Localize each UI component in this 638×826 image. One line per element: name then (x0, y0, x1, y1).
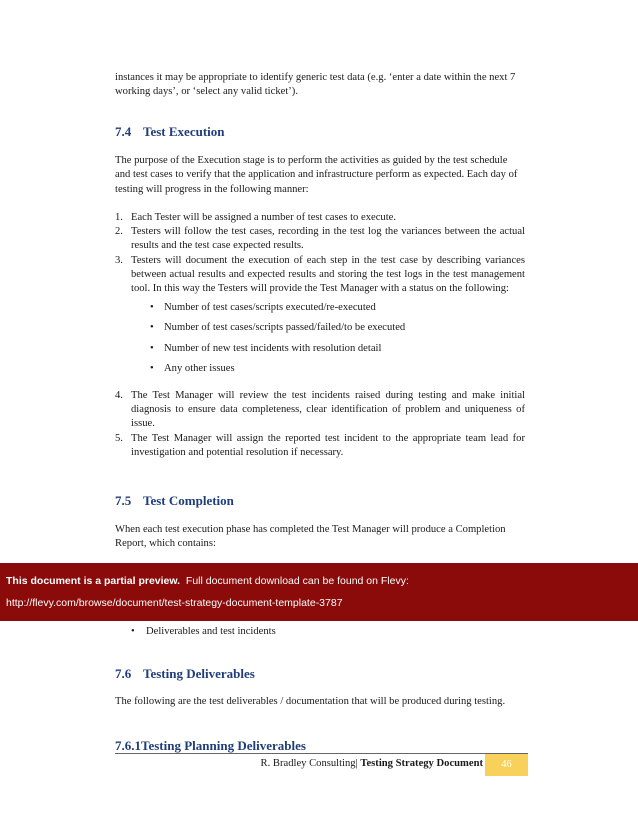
execution-steps-list (115, 211, 525, 460)
intro-paragraph: instances it may be appropriate to identify generic test data (e.g. ‘enter a date within the next 7 working days’, or ‘select any valid ticket’). (115, 72, 516, 98)
bullet-dot-icon: • (131, 626, 135, 637)
list-item (115, 432, 525, 461)
list-item (115, 211, 525, 225)
section-7-6-1 (115, 738, 525, 754)
status-bullet-list (147, 301, 525, 383)
page-number-badge (485, 754, 528, 776)
section-number: 7.4 (115, 124, 132, 139)
list-item (115, 389, 525, 432)
section-title: Test Execution (143, 124, 225, 139)
bullet-item (147, 321, 525, 342)
section-heading (115, 493, 525, 509)
preview-banner (0, 563, 638, 621)
bullet-text: Number of test cases/scripts passed/failed/to be executed (164, 322, 406, 334)
banner-message (6, 575, 409, 587)
section-7-5 (115, 493, 525, 552)
bullet-text: Any other issues (164, 363, 235, 375)
list-number: 5. (115, 432, 123, 444)
list-number: 3. (115, 254, 123, 266)
section-heading (115, 666, 525, 682)
subsection-heading (115, 738, 525, 754)
section-paragraph: The following are the test deliverables / documentation that will be produced during testing. (115, 696, 506, 707)
list-text: Each Tester will be assigned a number of test cases to execute. (131, 211, 396, 223)
bullet-text: Number of test cases/scripts executed/re-executed (164, 301, 376, 313)
page-number: 46 (501, 759, 512, 770)
list-item (115, 225, 525, 254)
banner-text: Full document download can be found on Flevy: (185, 575, 409, 587)
list-text: The Test Manager will assign the reported test incident to the appropriate team lead for investigation and potential resolution if necessary. (131, 432, 525, 458)
bullet-text: Deliverables and test incidents (146, 626, 276, 637)
list-number: 4. (115, 389, 123, 401)
section-title: Testing Planning Deliverables (141, 738, 306, 753)
completion-bullet-block (115, 625, 525, 646)
list-text: Testers will document the execution of each step in the test case by describing variances between actual results and expected results and storing the test logs in the test management tool. In this way the Testers will provide the Test Manager with a status on the following: (131, 254, 525, 295)
list-text: Testers will follow the test cases, recording in the test log the variances between the actual results and the test case expected results. (131, 226, 525, 252)
section-7-4 (115, 124, 525, 460)
section-title: Test Completion (143, 493, 234, 508)
flevy-download-link[interactable]: http://flevy.com/browse/document/test-strategy-document-template-3787 (6, 597, 343, 609)
section-7-6 (115, 666, 525, 709)
bullet-text: Number of new test incidents with resolution detail (164, 342, 382, 354)
section-paragraph: When each test execution phase has completed the Test Manager will produce a Completion Report, which contains: (115, 524, 506, 550)
section-number: 7.6 (115, 666, 132, 681)
bullet-item (147, 342, 525, 363)
list-number: 1. (115, 211, 123, 223)
banner-bold-text: This document is a partial preview. (6, 575, 181, 587)
page-footer (115, 758, 483, 769)
intro-paragraph-block (115, 71, 525, 100)
footer-separator: | (355, 758, 358, 769)
section-title: Testing Deliverables (143, 666, 255, 681)
section-number: 7.5 (115, 493, 132, 508)
bullet-item (147, 362, 525, 383)
section-number: 7.6.1 (115, 738, 141, 753)
list-number: 2. (115, 226, 123, 238)
section-heading (115, 124, 525, 140)
list-item (115, 254, 525, 383)
footer-document-title: Testing Strategy Document (360, 758, 483, 769)
bullet-item (147, 301, 525, 322)
bullet-dot-icon: • (150, 363, 154, 375)
list-text: The Test Manager will review the test incidents raised during testing and make initial diagnosis to ensure data completeness, clear identification of problem and uniqueness of issue. (131, 389, 525, 430)
section-paragraph: The purpose of the Execution stage is to perform the activities as guided by the test schedule and test cases to verify that the application and infrastructure perform as expected. Each day of testing will progress in the following manner: (115, 155, 518, 195)
footer-divider (115, 753, 528, 754)
bullet-dot-icon: • (150, 342, 154, 354)
bullet-dot-icon: • (150, 322, 154, 334)
footer-author: R. Bradley Consulting (260, 758, 356, 769)
bullet-dot-icon: • (150, 301, 154, 313)
bullet-item (115, 625, 525, 646)
